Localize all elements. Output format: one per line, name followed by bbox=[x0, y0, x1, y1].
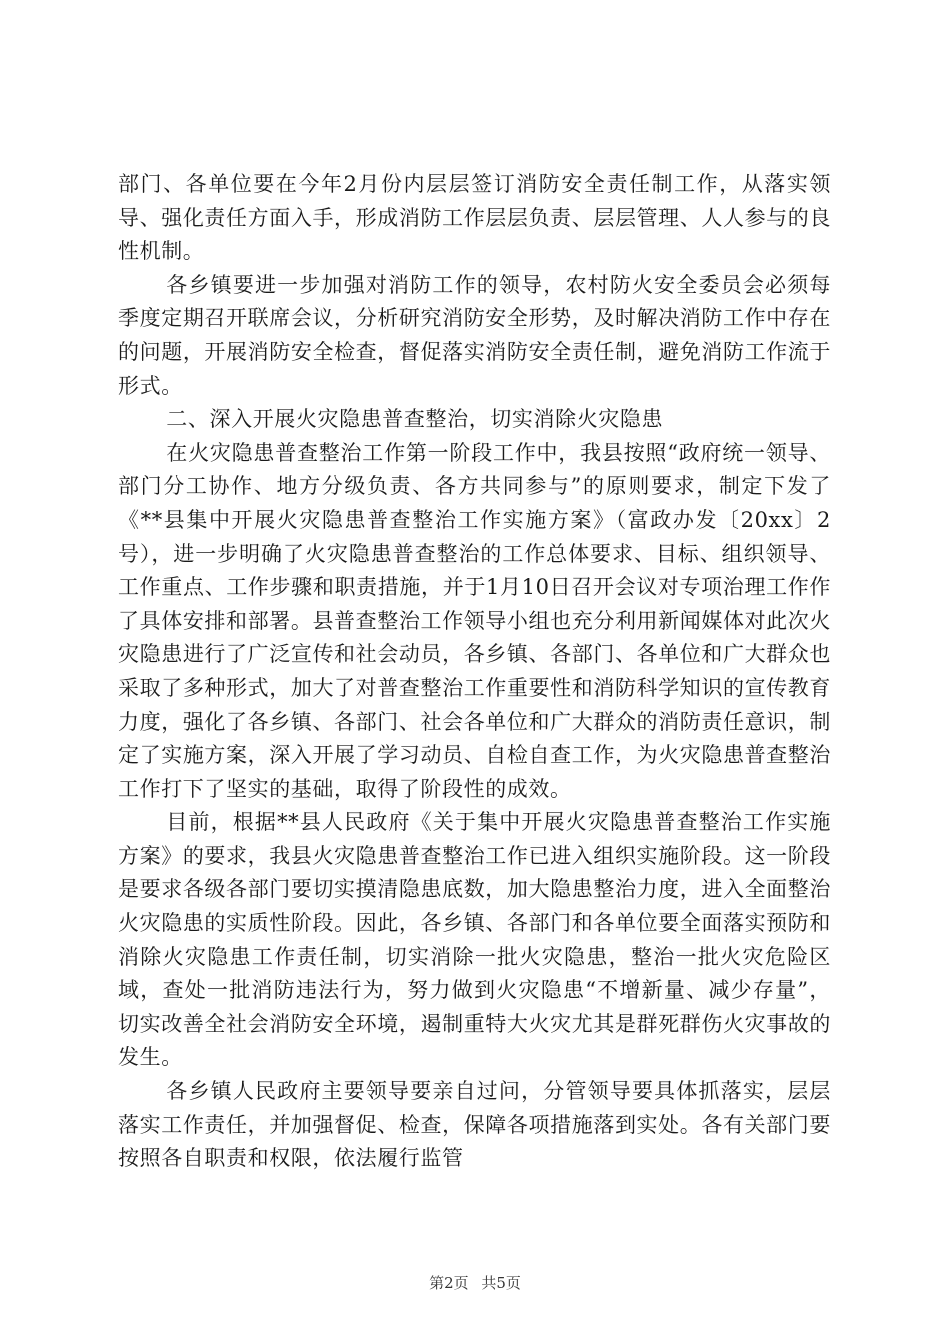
paragraph-current-phase: 目前，根据**县人民政府《关于集中开展火灾隐患普查整治工作实施方案》的要求，我县火灾隐患普查整治工作已进入组织实施阶段。这一阶段是要求各级各部门要切实摸清隐患底数，加大隐患整治力度，进入全面整治火灾隐患的实质性阶段。因此，各乡镇、各部门和各单位要全面落实预防和消除火灾隐患工作责任制，切实消除一批火灾隐患，整治一批火灾危险区域，查处一批消防违法行为，努力做到火灾隐患“不增新量、减少存量”，切实改善全社会消防安全环境，遏制重特大火灾尤其是群死群伤火灾事故的发生。 bbox=[118, 810, 831, 1070]
paragraph-township-leadership: 各乡镇要进一步加强对消防工作的领导，农村防火安全委员会必须每季度定期召开联席会议，分析研究消防安全形势，及时解决消防工作中存在的问题，开展消防安全检查，督促落实消防安全责任制，避免消防工作流于形式。 bbox=[118, 272, 831, 398]
section-heading-2: 二、深入开展火灾隐患普查整治，切实消除火灾隐患 bbox=[166, 407, 664, 432]
page-footer bbox=[0, 1272, 950, 1293]
document-body bbox=[118, 168, 831, 1176]
page-total: 共5页 bbox=[481, 1274, 521, 1292]
paragraph-first-phase: 在火灾隐患普查整治工作第一阶段工作中，我县按照“政府统一领导、部门分工协作、地方分级负责、各方共同参与”的原则要求，制定下发了《**县集中开展火灾隐患普查整治工作实施方案》（富政办发〔20xx〕2号），进一步明确了火灾隐患普查整治的工作总体要求、目标、组织领导、工作重点、工作步骤和职责措施，并于1月10日召开会议对专项治理工作作了具体安排和部署。县普查整治工作领导小组也充分利用新闻媒体对此次火灾隐患进行了广泛宣传和社会动员，各乡镇、各部门、各单位和广大群众也采取了多种形式，加大了对普查整治工作重要性和消防科学知识的宣传教育力度，强化了各乡镇、各部门、社会各单位和广大群众的消防责任意识，制定了实施方案，深入开展了学习动员、自检自查工作，为火灾隐患普查整治工作打下了坚实的基础，取得了阶段性的成效。 bbox=[118, 440, 831, 801]
paragraph-continuation: 部门、各单位要在今年2月份内层层签订消防安全责任制工作，从落实领导、强化责任方面入手，形成消防工作层层负责、层层管理、人人参与的良性机制。 bbox=[118, 172, 831, 264]
paragraph-government-responsibility: 各乡镇人民政府主要领导要亲自过问，分管领导要具体抓落实，层层落实工作责任，并加强督促、检查，保障各项措施落到实处。各有关部门要按照各自职责和权限，依法履行监管 bbox=[118, 1079, 831, 1171]
page-number: 第2页 bbox=[429, 1274, 469, 1292]
